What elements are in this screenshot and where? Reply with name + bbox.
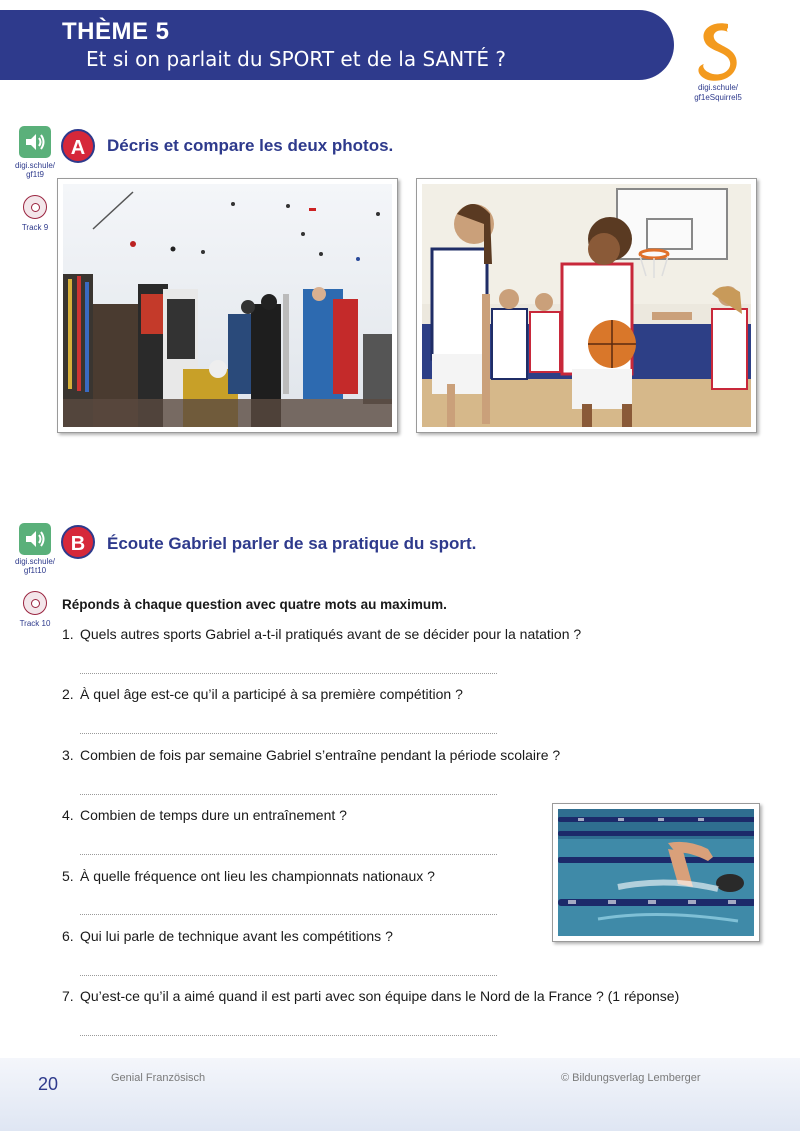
question-item: 6. Qui lui parle de technique avant les compétitions ? bbox=[62, 928, 393, 944]
cd-icon[interactable] bbox=[23, 195, 47, 219]
track-label-a: Track 9 bbox=[21, 223, 49, 232]
speaker-icon bbox=[24, 529, 46, 549]
question-item: 5. À quelle fréquence ont lieu les championnats nationaux ? bbox=[62, 868, 435, 884]
question-item: 3. Combien de fois par semaine Gabriel s’entraîne pendant la période scolaire ? bbox=[62, 747, 561, 763]
squirrel-link[interactable]: digi.schule/ gf1eSquirrel5 bbox=[694, 83, 742, 102]
cd-icon[interactable] bbox=[23, 591, 47, 615]
question-item: 7. Qu’est-ce qu’il a aimé quand il est parti avec son équipe dans le Nord de la France ? (1 réponse) bbox=[62, 988, 680, 1004]
answer-line[interactable] bbox=[80, 914, 497, 915]
question-item: 4. Combien de temps dure un entraînement ? bbox=[62, 807, 347, 823]
answer-line[interactable] bbox=[80, 854, 497, 855]
answer-line[interactable] bbox=[80, 1035, 497, 1036]
section-title-b: Écoute Gabriel parler de sa pratique du sport. bbox=[107, 534, 477, 553]
track-label-b: Track 10 bbox=[19, 619, 51, 628]
audio-link-b[interactable]: digi.schule/ gf1t10 bbox=[14, 557, 56, 575]
swimmer-photo bbox=[558, 809, 754, 936]
answer-line[interactable] bbox=[80, 673, 497, 674]
page-number: 20 bbox=[38, 1074, 59, 1094]
book-title: Genial Französisch bbox=[111, 1072, 206, 1084]
ski-photo-frame bbox=[57, 178, 398, 433]
answer-line[interactable] bbox=[80, 794, 497, 795]
section-badge-b: B bbox=[61, 525, 95, 559]
audio-link-a[interactable]: digi.schule/ gf1t9 bbox=[14, 161, 56, 179]
swimmer-photo-frame bbox=[552, 803, 760, 942]
question-item: 2. À quel âge est-ce qu’il a participé à sa première compétition ? bbox=[62, 686, 463, 702]
question-item: 1. Quels autres sports Gabriel a-t-il pratiqués avant de se décider pour la natation ? bbox=[62, 626, 582, 642]
publisher: © Bildungsverlag Lemberger bbox=[561, 1072, 701, 1084]
theme-subtitle: Et si on parlait du SPORT et de la SANTÉ ? bbox=[86, 47, 506, 71]
speaker-icon bbox=[24, 132, 46, 152]
section-badge-a: A bbox=[61, 129, 95, 163]
theme-title: THÈME 5 bbox=[62, 18, 170, 45]
basketball-photo-frame bbox=[416, 178, 757, 433]
ski-photo bbox=[63, 184, 392, 427]
audio-icon[interactable] bbox=[19, 126, 51, 158]
audio-icon[interactable] bbox=[19, 523, 51, 555]
page-footer bbox=[0, 1058, 800, 1131]
answer-line[interactable] bbox=[80, 975, 497, 976]
basketball-photo bbox=[422, 184, 751, 427]
section-title-a: Décris et compare les deux photos. bbox=[107, 136, 394, 155]
answer-line[interactable] bbox=[80, 733, 497, 734]
instructions: Réponds à chaque question avec quatre mots au maximum. bbox=[62, 597, 447, 612]
theme-banner bbox=[0, 10, 674, 80]
squirrel-logo-icon[interactable] bbox=[690, 18, 746, 82]
